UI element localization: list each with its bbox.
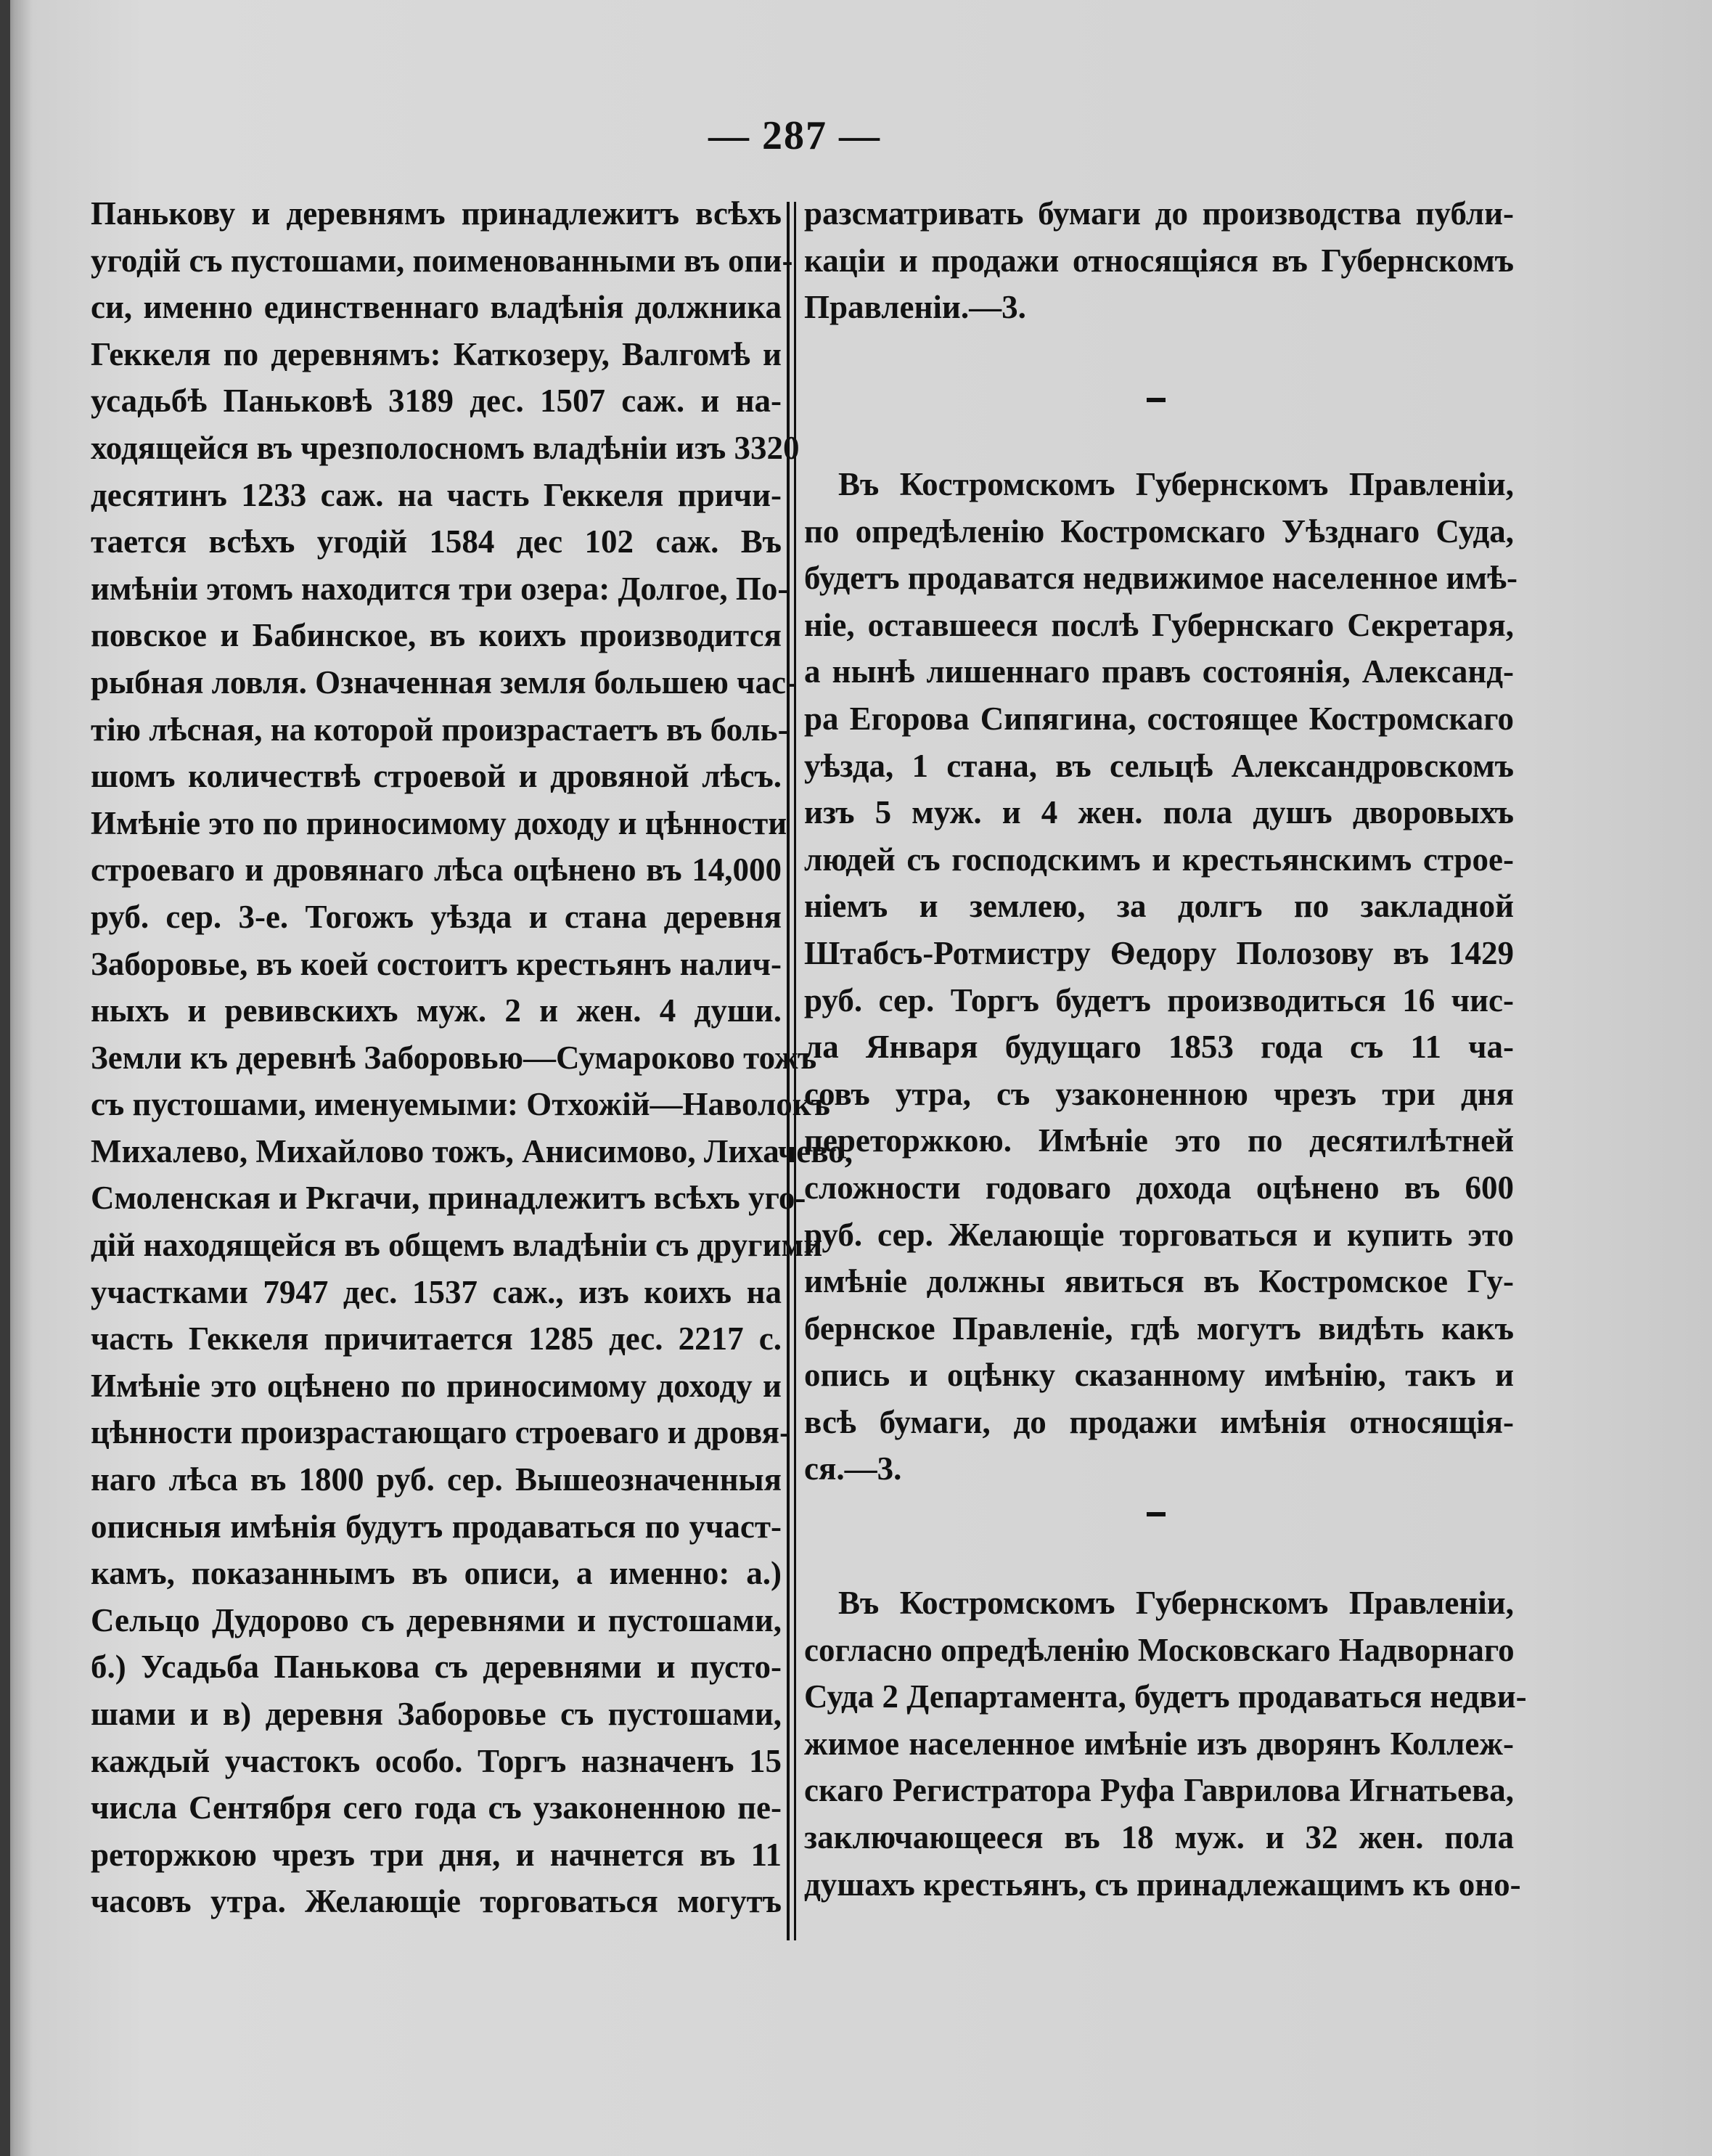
text-line: тію лѣсная, на которой произрастаетъ въ боль- xyxy=(91,711,789,748)
text-line: угодій съ пустошами, поименованными въ опи- xyxy=(91,242,793,279)
text-line: Смоленская и Ркгачи, принадлежитъ всѣхъ уго- xyxy=(91,1180,806,1217)
text-line: руб. сер. 3-е. Тогожъ уѣзда и стана деревня xyxy=(91,898,782,935)
text-line: переторжкою. Имѣніе это по десятилѣтней xyxy=(804,1122,1514,1159)
text-line: ніемъ и землею, за долгъ по закладной xyxy=(804,888,1514,925)
text-line: часовъ утра. Желающіе торговаться могутъ xyxy=(91,1883,782,1920)
text-line: душахъ крестьянъ, съ принадлежащимъ къ оно- xyxy=(804,1866,1521,1903)
text-line: десятинъ 1233 саж. на часть Геккеля причи- xyxy=(91,476,782,513)
text-line: ніе, оставшееся послѣ Губернскаго Секретаря, xyxy=(804,606,1514,643)
text-line: тается всѣхъ угодій 1584 дес 102 саж. Въ xyxy=(91,523,782,560)
text-line: скаго Регистратора Руфа Гаврилова Игнатьева, xyxy=(804,1772,1514,1809)
text-line: заключающееся въ 18 муж. и 32 жен. пола xyxy=(804,1818,1514,1855)
text-line: Имѣніе это оцѣнено по приносимому доходу и xyxy=(91,1367,782,1404)
text-line: камъ, показаннымъ въ описи, а именно: а.) xyxy=(91,1555,782,1592)
notice-kostroma-ignatyev xyxy=(804,1580,1527,1908)
text-line: Земли къ деревнѣ Заборовью—Сумароково тожъ xyxy=(91,1039,817,1076)
text-line: Суда 2 Департамента, будетъ продаваться недви- xyxy=(804,1678,1527,1715)
text-line: строеваго и дровянаго лѣса оцѣнено въ 14,000 xyxy=(91,852,782,889)
text-line: разсматривать бумаги до производства публи- xyxy=(804,195,1514,232)
text-line: усадьбѣ Паньковѣ 3189 дес. 1507 саж. и на- xyxy=(91,383,782,420)
text-line: наго лѣса въ 1800 руб. сер. Вышеозначенныя xyxy=(91,1461,782,1498)
text-line: рыбная ловля. Означенная земля большею час- xyxy=(91,663,797,701)
text-line: Правленіи.—3. xyxy=(804,289,1026,326)
text-line: будетъ продаватся недвижимое населенное имѣ- xyxy=(804,560,1518,597)
page-binding-edge xyxy=(0,0,10,2156)
text-line: жимое населенное имѣніе изъ дворянъ Коллеж- xyxy=(804,1725,1514,1762)
text-line: совъ утра, съ узаконенною чрезъ три дня xyxy=(804,1075,1514,1112)
right-column-continuation xyxy=(804,190,1514,331)
notice-kostroma-sipyagin xyxy=(804,461,1518,1493)
column-divider xyxy=(787,202,796,1940)
text-line: Михалево, Михайлово тожъ, Анисимово, Лихачево, xyxy=(91,1132,853,1169)
text-line: бернское Правленіе, гдѣ могутъ видѣть какъ xyxy=(804,1310,1514,1347)
text-line: шами и в) деревня Заборовье съ пустошами, xyxy=(91,1696,782,1732)
text-line: Заборовье, въ коей состоитъ крестьянъ налич- xyxy=(91,945,782,982)
text-line: руб. сер. Желающіе торговаться и купить это xyxy=(804,1216,1514,1253)
text-line: Сельцо Дудорово съ деревнями и пустошами, xyxy=(91,1601,782,1638)
text-line: имѣніе должны явиться въ Костромское Гу- xyxy=(804,1263,1514,1300)
text-line: каждый участокъ особо. Торгъ назначенъ 15 xyxy=(91,1742,782,1779)
text-line: изъ 5 муж. и 4 жен. пола душъ дворовыхъ xyxy=(804,794,1514,831)
text-line: реторжкою чрезъ три дня, и начнется въ 11 xyxy=(91,1836,782,1873)
text-line: часть Геккеля причитается 1285 дес. 2217 с. xyxy=(91,1320,782,1357)
page-number: — 287 — xyxy=(708,113,881,158)
text-line: ходящейся въ чрезполосномъ владѣніи изъ 3320 xyxy=(91,429,800,466)
section-separator xyxy=(1147,398,1166,402)
text-line: Въ Костромскомъ Губернскомъ Правленіи, xyxy=(838,1585,1514,1621)
text-line: цѣнности произрастающаго строеваго и дровя- xyxy=(91,1414,790,1451)
text-line: числа Сентября сего года съ узаконенною пе- xyxy=(91,1789,782,1826)
text-line: описныя имѣнія будутъ продаваться по участ- xyxy=(91,1508,782,1545)
text-line: ла Января будущаго 1853 года съ 11 ча- xyxy=(804,1029,1514,1066)
text-line: Панькову и деревнямъ принадлежитъ всѣхъ xyxy=(91,195,782,232)
text-line: сложности годоваго дохода оцѣнено въ 600 xyxy=(804,1169,1514,1206)
text-line: повское и Бабинское, въ коихъ производится xyxy=(91,617,782,654)
text-line: участками 7947 дес. 1537 саж., изъ коихъ на xyxy=(91,1273,782,1310)
text-line: ра Егорова Сипягина, состоящее Костромскаго xyxy=(804,700,1514,737)
text-line: опись и оцѣнку сказанному имѣнію, такъ и xyxy=(804,1357,1514,1394)
text-line: людей съ господскимъ и крестьянскимъ строе- xyxy=(804,841,1514,878)
text-line: по опредѣленію Костромскаго Уѣзднаго Суда, xyxy=(804,513,1514,550)
section-separator xyxy=(1147,1512,1166,1516)
text-line: всѣ бумаги, до продажи имѣнія относящія- xyxy=(804,1403,1514,1440)
text-line: Имѣніе это по приносимому доходу и цѣнности xyxy=(91,804,787,841)
text-line: дій находящейся въ общемъ владѣніи съ другими xyxy=(91,1227,823,1264)
text-line: съ пустошами, именуемыми: Отхожій—Наволокъ xyxy=(91,1086,830,1123)
text-line: уѣзда, 1 стана, въ сельцѣ Александровскомъ xyxy=(804,747,1514,784)
text-line: ныхъ и ревивскихъ муж. 2 и жен. 4 души. xyxy=(91,992,782,1029)
text-line: Штабсъ-Ротмистру Ѳедору Полозову въ 1429 xyxy=(804,934,1514,971)
text-line: имѣніи этомъ находится три озера: Долгое, По- xyxy=(91,570,789,607)
text-line: б.) Усадьба Панькова съ деревнями и пусто- xyxy=(91,1649,782,1686)
text-line: Въ Костромскомъ Губернскомъ Правленіи, xyxy=(838,466,1514,502)
text-line: си, именно единственнаго владѣнія должника xyxy=(91,289,782,326)
text-line: каціи и продажи относящіяся въ Губернскомъ xyxy=(804,242,1514,279)
text-line: согласно опредѣленію Московскаго Надворнаго xyxy=(804,1631,1515,1668)
text-line: Геккеля по деревнямъ: Каткозеру, Валгомѣ и xyxy=(91,335,782,372)
text-line: ся.—3. xyxy=(804,1450,902,1487)
text-line: руб. сер. Торгъ будетъ производиться 16 чис- xyxy=(804,981,1514,1018)
text-line: а нынѣ лишеннаго правъ состоянія, Александ- xyxy=(804,653,1514,690)
text-line: шомъ количествѣ строевой и дровяной лѣсъ. xyxy=(91,758,782,795)
